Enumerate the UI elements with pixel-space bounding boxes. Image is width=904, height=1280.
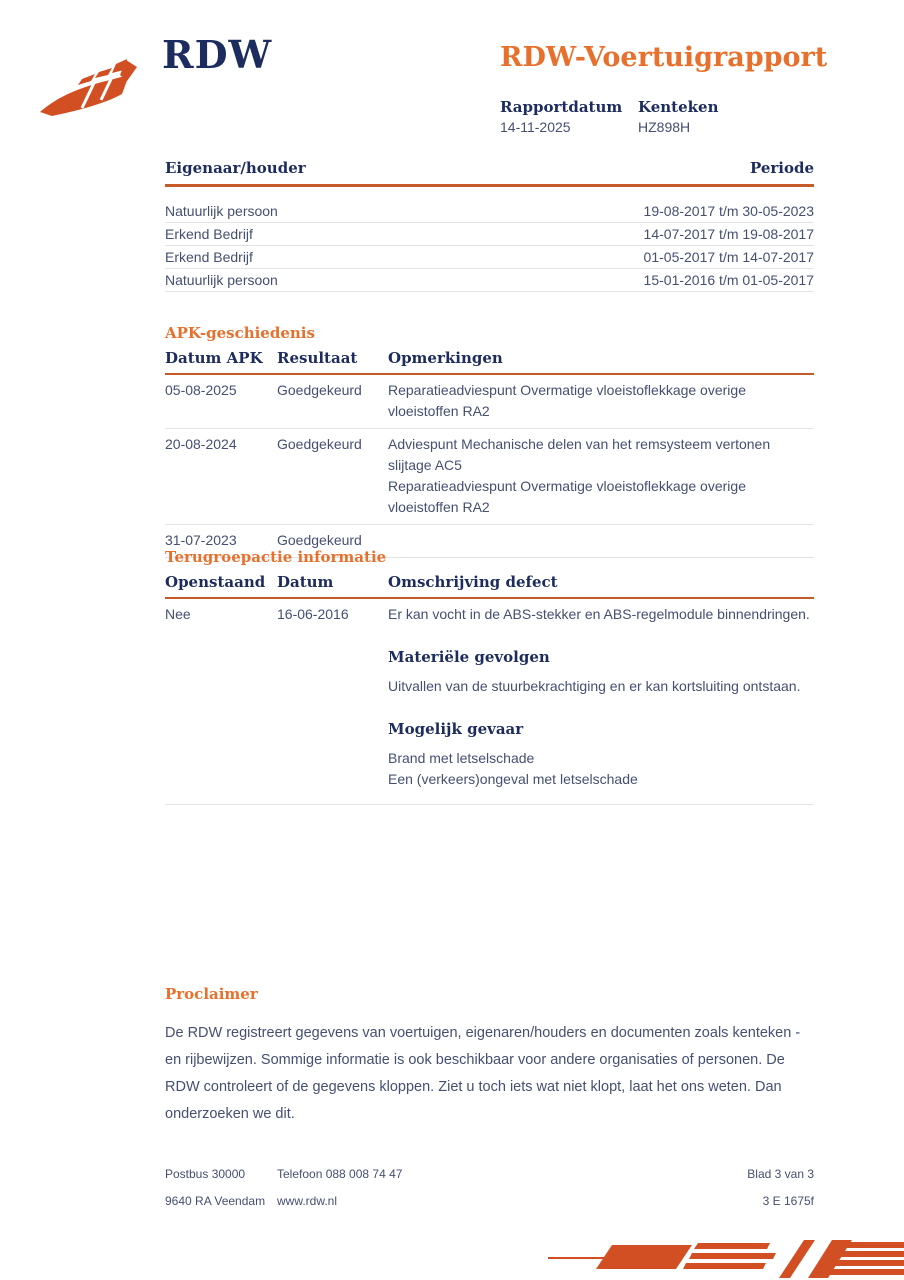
recall-col-open: Openstaand: [165, 573, 266, 591]
apk-row: [165, 375, 814, 429]
apk-col-result: Resultaat: [277, 349, 358, 367]
apk-row: [165, 429, 814, 525]
apk-result: Goedgekeurd: [277, 436, 362, 452]
recall-defect-cell: [388, 604, 814, 790]
recall-row: [165, 599, 814, 805]
owner-row: [165, 223, 814, 246]
apk-col-remarks: Opmerkingen: [388, 349, 503, 367]
recall-col-defect: Omschrijving defect: [388, 573, 558, 591]
owner-period: 14-07-2017 t/m 19-08-2017: [643, 226, 814, 242]
rdw-wing-logo-icon: [36, 50, 156, 125]
danger-heading: Mogelijk gevaar: [388, 720, 524, 738]
owner-row: [165, 269, 814, 292]
footer-website[interactable]: www.rdw.nl: [277, 1194, 338, 1208]
apk-section-title: APK-geschiedenis: [165, 324, 315, 342]
apk-remarks: [388, 380, 814, 422]
page-title: RDW-Voertuigrapport: [500, 42, 828, 73]
recall-col-date: Datum: [277, 573, 334, 591]
recall-open-value: Nee: [165, 606, 191, 622]
consequences-text: Uitvallen van de stuurbekrachtiging en er kan kortsluiting ontstaan.: [388, 678, 801, 694]
apk-remark: Adviespunt Mechanische delen van het remsysteem vertonen slijtage AC5: [388, 436, 771, 473]
owner-section: [165, 159, 814, 292]
proclaimer-title: Proclaimer: [165, 985, 258, 1003]
danger-item: Brand met letselschade: [388, 750, 535, 766]
danger-item: Een (verkeers)ongeval met letselschade: [388, 771, 638, 787]
owner-row: [165, 200, 814, 223]
owner-type: Erkend Bedrijf: [165, 249, 253, 265]
footer-postbus: Postbus 30000: [165, 1167, 246, 1181]
footer-city: 9640 RA Veendam: [165, 1194, 266, 1208]
footer-page-number: Blad 3 van 3: [747, 1167, 814, 1181]
recall-section-title: Terugroepactie informatie: [165, 548, 387, 566]
footer-doc-code: 3 E 1675f: [762, 1194, 814, 1208]
apk-result: Goedgekeurd: [277, 532, 362, 548]
apk-date: 20-08-2024: [165, 436, 237, 452]
owner-period: 19-08-2017 t/m 30-05-2023: [643, 203, 814, 219]
apk-remarks: [388, 434, 814, 518]
proclaimer-body: De RDW registreert gegevens van voertuigen, eigenaren/houders en documenten zoals kenteken - en rijbewijzen. Sommige informatie is ook beschikbaar voor andere organisaties of personen. De RDW controleert of de gegevens kloppen. Ziet u toch iets wat niet klopt, laat het ons weten. Dan onderzoeken we dit.: [165, 1025, 801, 1122]
period-column-header: Periode: [749, 159, 814, 177]
owner-type: Natuurlijk persoon: [165, 203, 278, 219]
apk-date: 05-08-2025: [165, 382, 237, 398]
license-plate-label: Kenteken: [638, 98, 719, 116]
recall-section: [165, 548, 814, 805]
speed-stripes-graphic-icon: [520, 1238, 904, 1280]
owner-row: [165, 246, 814, 269]
report-date-value: 14-11-2025: [500, 119, 571, 135]
owner-type: Erkend Bedrijf: [165, 226, 253, 242]
apk-col-date: Datum APK: [165, 349, 263, 367]
footer-phone: Telefoon 088 008 74 47: [277, 1167, 403, 1181]
license-plate-value: HZ898H: [638, 119, 691, 135]
apk-history-section: [165, 324, 814, 558]
rdw-logo-wordmark: RDW: [162, 32, 273, 77]
owner-period: 01-05-2017 t/m 14-07-2017: [643, 249, 814, 265]
proclaimer-section: [165, 985, 814, 1128]
apk-result: Goedgekeurd: [277, 382, 362, 398]
report-date-label: Rapportdatum: [500, 98, 623, 116]
apk-remark: Reparatieadviespunt Overmatige vloeistoflekkage overige vloeistoffen RA2: [388, 478, 746, 515]
page-footer: [165, 1167, 814, 1221]
apk-date: 31-07-2023: [165, 532, 237, 548]
apk-remark: Reparatieadviespunt Overmatige vloeistoflekkage overige vloeistoffen RA2: [388, 382, 746, 419]
owner-period: 15-01-2016 t/m 01-05-2017: [643, 272, 814, 288]
recall-date-value: 16-06-2016: [277, 606, 349, 622]
owner-section-title: Eigenaar/houder: [165, 159, 306, 177]
owner-type: Natuurlijk persoon: [165, 272, 278, 288]
consequences-heading: Materiële gevolgen: [388, 648, 550, 666]
defect-description: Er kan vocht in de ABS-stekker en ABS-regelmodule binnendringen.: [388, 606, 810, 622]
report-meta: [500, 97, 718, 138]
